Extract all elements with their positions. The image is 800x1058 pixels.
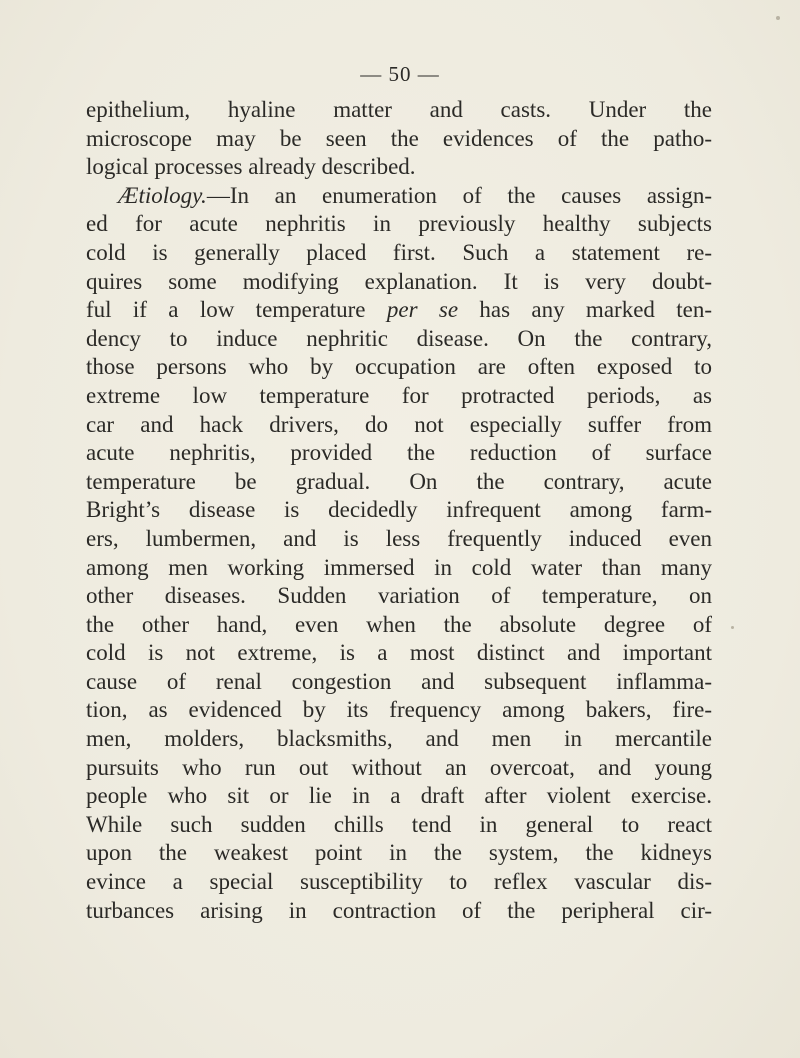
section-heading: Ætiology. — [118, 182, 207, 208]
text-line: among men working immersed in cold water than many — [86, 554, 712, 580]
text-line: logical processes already described. — [86, 154, 416, 180]
text-line: car and hack drivers, do not especially suffer from — [86, 411, 712, 437]
text-line: ed for acute nephritis in previously healthy subjects — [86, 211, 712, 237]
text-line: Bright’s disease is decidedly infrequent among farm- — [86, 497, 712, 523]
text-line: turbances arising in contraction of the peripheral cir- — [86, 897, 712, 923]
text-line: acute nephritis, provided the reduction of surface — [86, 440, 712, 466]
text-line: cold is not extreme, is a most distinct and important — [86, 640, 712, 666]
text-line: ers, lumbermen, and is less frequently induced even — [86, 525, 712, 551]
page-number: — 50 — — [360, 62, 440, 86]
text-line: people who sit or lie in a draft after violent exercise. — [86, 783, 712, 809]
text-line: epithelium, hyaline matter and casts. Under the — [86, 97, 712, 122]
body-text — [86, 96, 712, 925]
line-segment: has any marked ten- — [458, 297, 712, 323]
text-line-with-italic — [86, 296, 712, 325]
text-line: cold is generally placed first. Such a statement re- — [86, 239, 712, 265]
text-line: the other hand, even when the absolute degree of — [86, 611, 712, 637]
text-line: microscope may be seen the evidences of the patho- — [86, 125, 712, 151]
text-line: pursuits who run out without an overcoat, and young — [86, 754, 712, 780]
italic-phrase: per se — [386, 297, 459, 323]
heading-line-rest: In an enumeration of the causes assign- — [229, 182, 712, 208]
text-line: tion, as evidenced by its frequency among bakers, fire- — [86, 697, 712, 723]
text-line: temperature be gradual. On the contrary, acute — [86, 468, 712, 494]
paper-speck — [776, 16, 780, 20]
text-line: those persons who by occupation are often exposed to — [86, 354, 712, 380]
text-line: cause of renal congestion and subsequent inflamma- — [86, 668, 712, 694]
text-line: men, molders, blacksmiths, and men in mercantile — [86, 726, 712, 752]
text-line-section-heading — [86, 182, 712, 211]
heading-dash: — — [206, 182, 230, 208]
paper-speck — [731, 626, 734, 629]
text-line: While such sudden chills tend in general to react — [86, 811, 712, 837]
text-line: other diseases. Sudden variation of temperature, on — [86, 583, 712, 609]
line-segment: ful if a low temperature — [86, 297, 387, 323]
text-line: extreme low temperature for protracted periods, as — [86, 382, 712, 408]
text-line: upon the weakest point in the system, the kidneys — [86, 840, 712, 866]
text-line: dency to induce nephritic disease. On the contrary, — [86, 325, 712, 351]
text-line: evince a special susceptibility to reflex vascular dis- — [86, 869, 712, 895]
text-line: quires some modifying explanation. It is very doubt- — [86, 268, 712, 294]
